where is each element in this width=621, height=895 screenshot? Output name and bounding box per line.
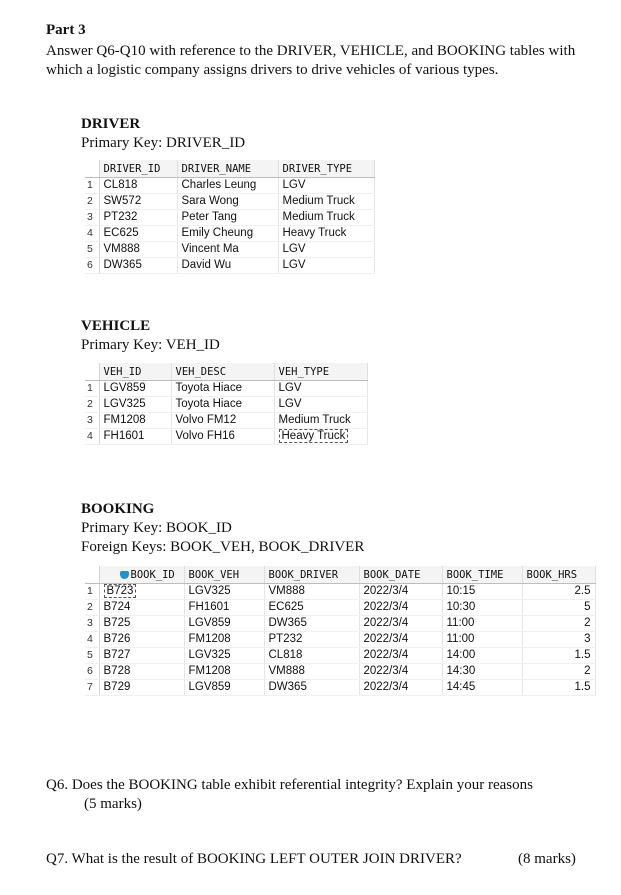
- table-cell[interactable]: LGV325: [99, 397, 171, 413]
- table-row[interactable]: [85, 429, 367, 445]
- table-cell[interactable]: VM888: [99, 242, 177, 258]
- table-cell[interactable]: FM1208: [184, 632, 264, 648]
- table-cell[interactable]: Peter Tang: [177, 210, 278, 226]
- row-number: 2: [85, 600, 99, 616]
- table-cell[interactable]: David Wu: [177, 258, 278, 274]
- table-cell[interactable]: 3: [522, 632, 595, 648]
- table-cell[interactable]: LGV: [274, 397, 367, 413]
- table-cell[interactable]: [99, 584, 184, 600]
- table-cell[interactable]: DW365: [99, 258, 177, 274]
- table-row[interactable]: [85, 413, 367, 429]
- question-7-text: Q7. What is the result of BOOKING LEFT OUTER JOIN DRIVER?: [46, 851, 462, 867]
- column-header[interactable]: VEH_ID: [99, 363, 171, 381]
- table-cell[interactable]: LGV: [274, 381, 367, 397]
- table-cell[interactable]: 2022/3/4: [359, 584, 442, 600]
- vehicle-table-header: [85, 363, 367, 381]
- table-cell[interactable]: FH1601: [184, 600, 264, 616]
- table-cell[interactable]: CL818: [264, 648, 359, 664]
- primary-key-icon: [120, 571, 129, 579]
- column-header[interactable]: BOOK_VEH: [184, 566, 264, 584]
- table-cell[interactable]: DW365: [264, 680, 359, 696]
- table-cell[interactable]: LGV859: [99, 381, 171, 397]
- table-row[interactable]: [85, 258, 374, 274]
- table-row[interactable]: [85, 632, 595, 648]
- booking-title: BOOKING: [81, 501, 155, 517]
- table-cell[interactable]: Heavy Truck: [278, 226, 374, 242]
- table-cell[interactable]: Toyota Hiace: [171, 381, 274, 397]
- table-cell[interactable]: FM1208: [99, 413, 171, 429]
- row-number: 2: [85, 194, 99, 210]
- table-cell[interactable]: 11:00: [442, 616, 522, 632]
- table-cell[interactable]: 10:15: [442, 584, 522, 600]
- intro-paragraph: Answer Q6-Q10 with reference to the DRIVER, VEHICLE, and BOOKING tables with which a logistic company assigns drivers to drive vehicles of various types.: [46, 43, 576, 78]
- table-cell[interactable]: FH1601: [99, 429, 171, 445]
- table-cell[interactable]: Sara Wong: [177, 194, 278, 210]
- column-header-label: BOOK_ID: [130, 568, 175, 581]
- question-6-marks: (5 marks): [84, 796, 142, 812]
- table-cell[interactable]: Medium Truck: [274, 413, 367, 429]
- table-cell[interactable]: Volvo FM12: [171, 413, 274, 429]
- table-cell[interactable]: 2022/3/4: [359, 648, 442, 664]
- column-header[interactable]: VEH_DESC: [171, 363, 274, 381]
- table-cell[interactable]: Medium Truck: [278, 210, 374, 226]
- column-header[interactable]: BOOK_HRS: [522, 566, 595, 584]
- table-cell[interactable]: 11:00: [442, 632, 522, 648]
- table-cell[interactable]: DW365: [264, 616, 359, 632]
- row-number: 4: [85, 226, 99, 242]
- booking-primary-key: Primary Key: BOOK_ID: [81, 520, 232, 536]
- table-cell[interactable]: 2022/3/4: [359, 664, 442, 680]
- table-cell[interactable]: EC625: [264, 600, 359, 616]
- table-cell[interactable]: 2022/3/4: [359, 680, 442, 696]
- table-cell[interactable]: 2.5: [522, 584, 595, 600]
- table-cell[interactable]: LGV325: [184, 648, 264, 664]
- driver-table-header: [85, 160, 374, 178]
- question-7-marks: (8 marks): [518, 851, 576, 867]
- column-header[interactable]: BOOK_TIME: [442, 566, 522, 584]
- column-header[interactable]: DRIVER_NAME: [177, 160, 278, 178]
- table-row[interactable]: [85, 226, 374, 242]
- column-header[interactable]: [99, 566, 184, 584]
- table-cell[interactable]: LGV: [278, 258, 374, 274]
- table-cell[interactable]: 2: [522, 616, 595, 632]
- table-row[interactable]: [85, 397, 367, 413]
- row-number-header: [85, 363, 99, 381]
- row-number: 3: [85, 616, 99, 632]
- row-number: 3: [85, 210, 99, 226]
- table-cell[interactable]: B729: [99, 680, 184, 696]
- table-cell[interactable]: LGV: [278, 242, 374, 258]
- table-row[interactable]: [85, 664, 595, 680]
- row-number-header: [85, 160, 99, 178]
- row-number: 5: [85, 648, 99, 664]
- vehicle-title: VEHICLE: [81, 318, 151, 334]
- table-cell[interactable]: CL818: [99, 178, 177, 194]
- booking-table: [85, 566, 596, 696]
- table-cell[interactable]: FM1208: [184, 664, 264, 680]
- table-row[interactable]: [85, 210, 374, 226]
- driver-title: DRIVER: [81, 116, 141, 132]
- selected-cell-value: Heavy Truck: [279, 429, 349, 443]
- row-number: 4: [85, 632, 99, 648]
- table-cell[interactable]: LGV: [278, 178, 374, 194]
- column-header[interactable]: BOOK_DRIVER: [264, 566, 359, 584]
- table-cell[interactable]: PT232: [99, 210, 177, 226]
- table-cell[interactable]: 1.5: [522, 680, 595, 696]
- table-cell[interactable]: PT232: [264, 632, 359, 648]
- table-row[interactable]: [85, 584, 595, 600]
- table-cell[interactable]: 2022/3/4: [359, 632, 442, 648]
- question-6-text: Q6. Does the BOOKING table exhibit referential integrity? Explain your reasons: [46, 777, 533, 793]
- table-cell[interactable]: 2022/3/4: [359, 600, 442, 616]
- table-row[interactable]: [85, 242, 374, 258]
- row-number: 7: [85, 680, 99, 696]
- table-cell[interactable]: 5: [522, 600, 595, 616]
- table-cell[interactable]: B724: [99, 600, 184, 616]
- table-cell[interactable]: SW572: [99, 194, 177, 210]
- vehicle-table: [85, 363, 368, 445]
- part-heading: Part 3: [46, 22, 86, 38]
- column-header[interactable]: VEH_TYPE: [274, 363, 367, 381]
- table-cell[interactable]: Medium Truck: [278, 194, 374, 210]
- table-cell[interactable]: B726: [99, 632, 184, 648]
- row-number: 6: [85, 258, 99, 274]
- table-row[interactable]: [85, 616, 595, 632]
- table-cell[interactable]: Emily Cheung: [177, 226, 278, 242]
- row-number: 4: [85, 429, 99, 445]
- column-header[interactable]: BOOK_DATE: [359, 566, 442, 584]
- table-cell[interactable]: 14:00: [442, 648, 522, 664]
- table-row[interactable]: [85, 680, 595, 696]
- table-cell[interactable]: B728: [99, 664, 184, 680]
- row-number: 3: [85, 413, 99, 429]
- table-cell[interactable]: Charles Leung: [177, 178, 278, 194]
- table-cell[interactable]: EC625: [99, 226, 177, 242]
- table-cell[interactable]: [274, 429, 367, 445]
- table-row[interactable]: [85, 648, 595, 664]
- table-cell[interactable]: Volvo FH16: [171, 429, 274, 445]
- driver-table: [85, 160, 375, 274]
- table-cell[interactable]: LGV859: [184, 680, 264, 696]
- table-cell[interactable]: 2022/3/4: [359, 616, 442, 632]
- table-cell[interactable]: B725: [99, 616, 184, 632]
- row-number: 1: [85, 178, 99, 194]
- table-cell[interactable]: Toyota Hiace: [171, 397, 274, 413]
- table-cell[interactable]: 2: [522, 664, 595, 680]
- table-row[interactable]: [85, 600, 595, 616]
- driver-primary-key: Primary Key: DRIVER_ID: [81, 135, 246, 151]
- table-cell[interactable]: 14:30: [442, 664, 522, 680]
- vehicle-primary-key: Primary Key: VEH_ID: [81, 337, 220, 353]
- row-number: 1: [85, 584, 99, 600]
- table-row[interactable]: [85, 381, 367, 397]
- column-header[interactable]: DRIVER_ID: [99, 160, 177, 178]
- table-cell[interactable]: 1.5: [522, 648, 595, 664]
- table-cell[interactable]: VM888: [264, 584, 359, 600]
- table-row[interactable]: [85, 178, 374, 194]
- row-number-header: [85, 566, 99, 584]
- booking-foreign-keys: Foreign Keys: BOOK_VEH, BOOK_DRIVER: [81, 539, 365, 555]
- row-number: 2: [85, 397, 99, 413]
- selected-cell-value: B723: [104, 584, 137, 598]
- table-row[interactable]: [85, 194, 374, 210]
- row-number: 6: [85, 664, 99, 680]
- table-cell[interactable]: LGV859: [184, 616, 264, 632]
- column-header[interactable]: DRIVER_TYPE: [278, 160, 374, 178]
- table-cell[interactable]: VM888: [264, 664, 359, 680]
- booking-table-header: [85, 566, 595, 584]
- table-cell[interactable]: Vincent Ma: [177, 242, 278, 258]
- question-6: [46, 776, 606, 814]
- row-number: 5: [85, 242, 99, 258]
- table-cell[interactable]: LGV325: [184, 584, 264, 600]
- table-cell[interactable]: 10:30: [442, 600, 522, 616]
- table-cell[interactable]: 14:45: [442, 680, 522, 696]
- row-number: 1: [85, 381, 99, 397]
- table-cell[interactable]: B727: [99, 648, 184, 664]
